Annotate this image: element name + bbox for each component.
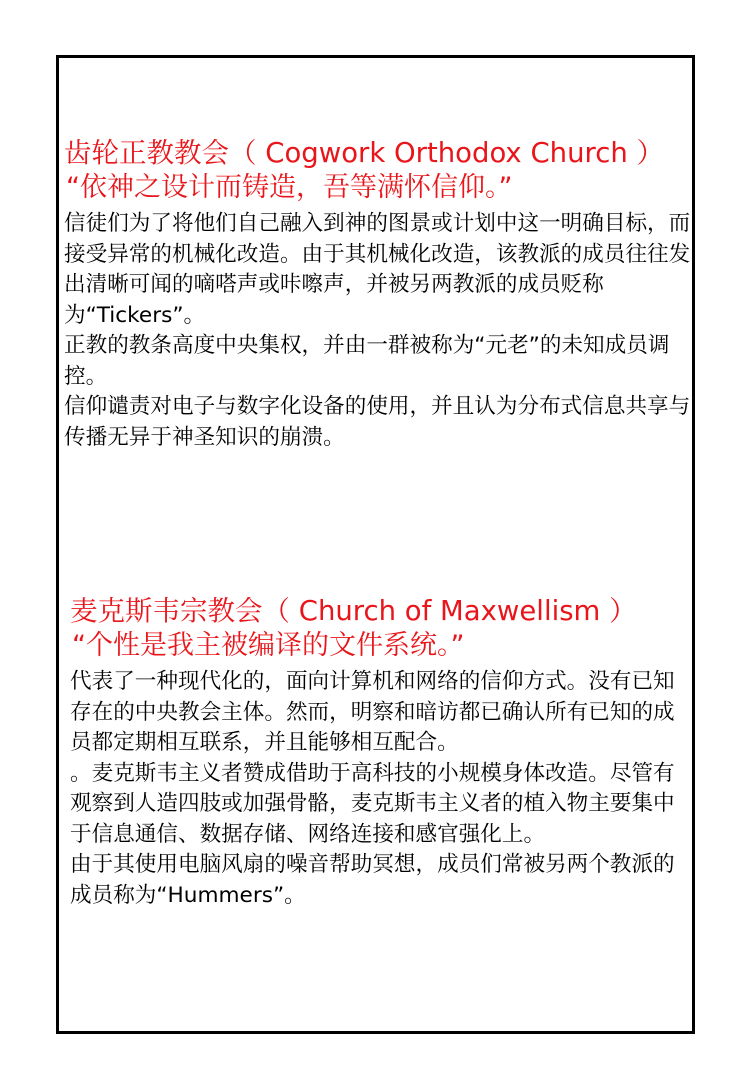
section-heading: 麦克斯韦宗教会（ Church of Maxwellism ） <box>70 595 637 627</box>
body-paragraph: 正教的教条高度中央集权，并由一群被称为“元老”的未知成员调控。 <box>64 333 670 389</box>
section-heading: 齿轮正教教会（ Cogwork Orthodox Church ） <box>64 137 665 169</box>
cogwork-orthodox-section <box>64 136 694 453</box>
maxwellism-section <box>70 594 694 911</box>
body-paragraph: 。麦克斯韦主义者赞成借助于高科技的小规模身体改造。尽管有观察到人造四肢或加强骨骼，麦克斯韦主义者的植入物主要集中于信息通信、数据存储、网络连接和感官强化上。 <box>70 760 675 847</box>
body-paragraph: 代表了一种现代化的，面向计算机和网络的信仰方式。没有已知存在的中央教会主体。然而，明察和暗访都已确认所有已知的成员都定期相互联系，并且能够相互配合。 <box>70 669 675 755</box>
body-paragraph: 信徒们为了将他们自己融入到神的图景或计划中这一明确目标，而接受异常的机械化改造。由于其机械化改造，该教派的成员往往发出清晰可闻的嘀嗒声或咔嚓声，并被另两教派的成员贬称为“Tickers”。 <box>64 211 691 328</box>
section-motto: “依神之设计而铸造，吾等满怀信仰。” <box>66 172 513 203</box>
body-paragraph: 信仰谴责对电子与数字化设备的使用，并且认为分布式信息共享与传播无异于神圣知识的崩溃。 <box>64 394 691 450</box>
section-motto: “个性是我主被编译的文件系统。” <box>72 630 465 661</box>
body-paragraph: 由于其使用电脑风扇的噪音帮助冥想，成员们常被另两个教派的成员称为“Hummers”。 <box>70 852 675 908</box>
